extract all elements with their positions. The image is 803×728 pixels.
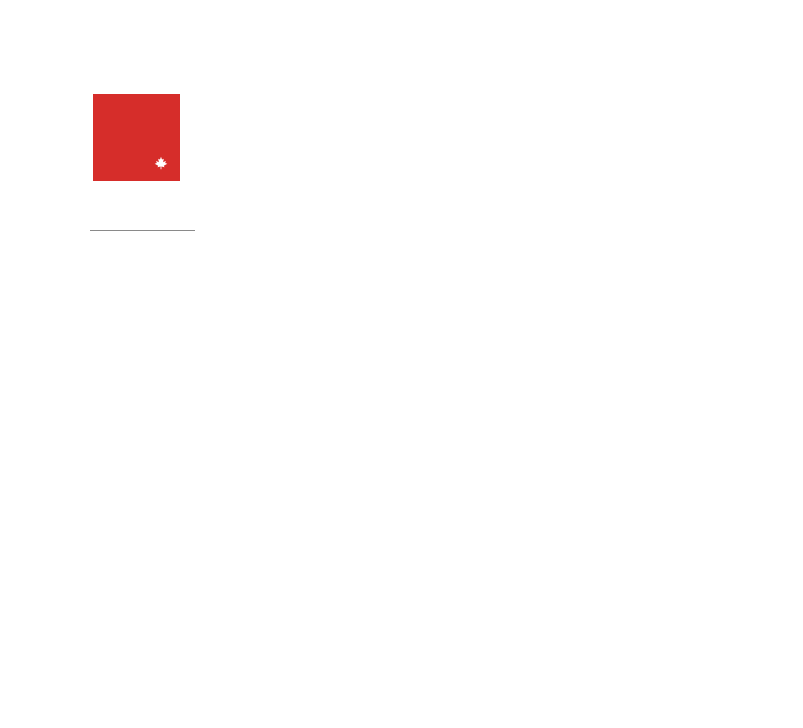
maple-leaf-icon — [154, 156, 168, 170]
globe-and-mail-logo — [93, 94, 180, 181]
divider — [90, 230, 195, 231]
